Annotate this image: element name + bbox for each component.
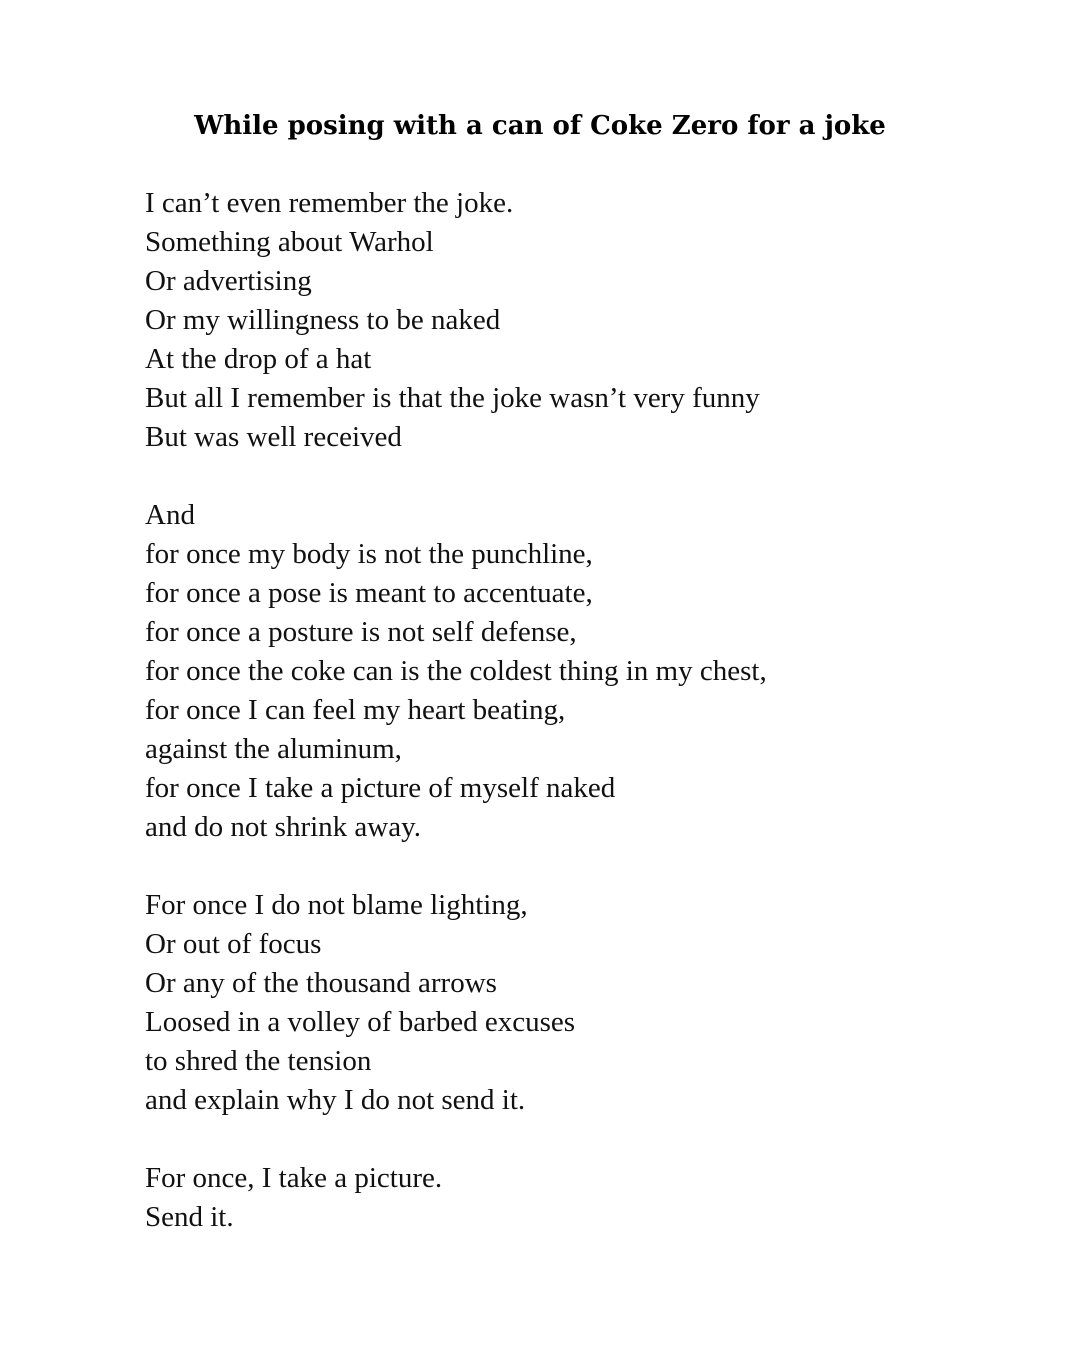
poem-line: for once my body is not the punchline, xyxy=(145,538,593,570)
poem-line: to shred the tension xyxy=(145,1045,372,1077)
poem-line: for once the coke can is the coldest thing in my chest, xyxy=(145,655,767,687)
poem-line: And xyxy=(145,499,195,531)
poem-line: But all I remember is that the joke wasn’t very funny xyxy=(145,382,760,414)
poem-line: for once a posture is not self defense, xyxy=(145,616,577,648)
poem-line: Loosed in a volley of barbed excuses xyxy=(145,1006,576,1038)
poem-line: Or any of the thousand arrows xyxy=(145,967,497,999)
poem-line: I can’t even remember the joke. xyxy=(145,187,514,219)
stanza xyxy=(145,886,1025,1120)
poem-line: Something about Warhol xyxy=(145,226,434,258)
stanza xyxy=(145,1159,1025,1237)
poem-line: for once I take a picture of myself naked xyxy=(145,772,616,804)
poem-line: and do not shrink away. xyxy=(145,811,421,843)
poem-body xyxy=(145,184,1025,1276)
poem-line: For once, I take a picture. xyxy=(145,1162,443,1194)
poem-title: While posing with a can of Coke Zero for a joke xyxy=(194,111,886,141)
poem-line: But was well received xyxy=(145,421,402,453)
poem-line: and explain why I do not send it. xyxy=(145,1084,526,1116)
poem-line: At the drop of a hat xyxy=(145,343,372,375)
stanza xyxy=(145,496,1025,847)
poem-line: For once I do not blame lighting, xyxy=(145,889,528,921)
poem-line: against the aluminum, xyxy=(145,733,402,765)
poem-line: Send it. xyxy=(145,1201,234,1233)
poem-line: for once I can feel my heart beating, xyxy=(145,694,566,726)
poem-line: for once a pose is meant to accentuate, xyxy=(145,577,593,609)
poem-line: Or my willingness to be naked xyxy=(145,304,501,336)
poem-line: Or advertising xyxy=(145,265,312,297)
poem-line: Or out of focus xyxy=(145,928,322,960)
stanza xyxy=(145,184,1025,457)
